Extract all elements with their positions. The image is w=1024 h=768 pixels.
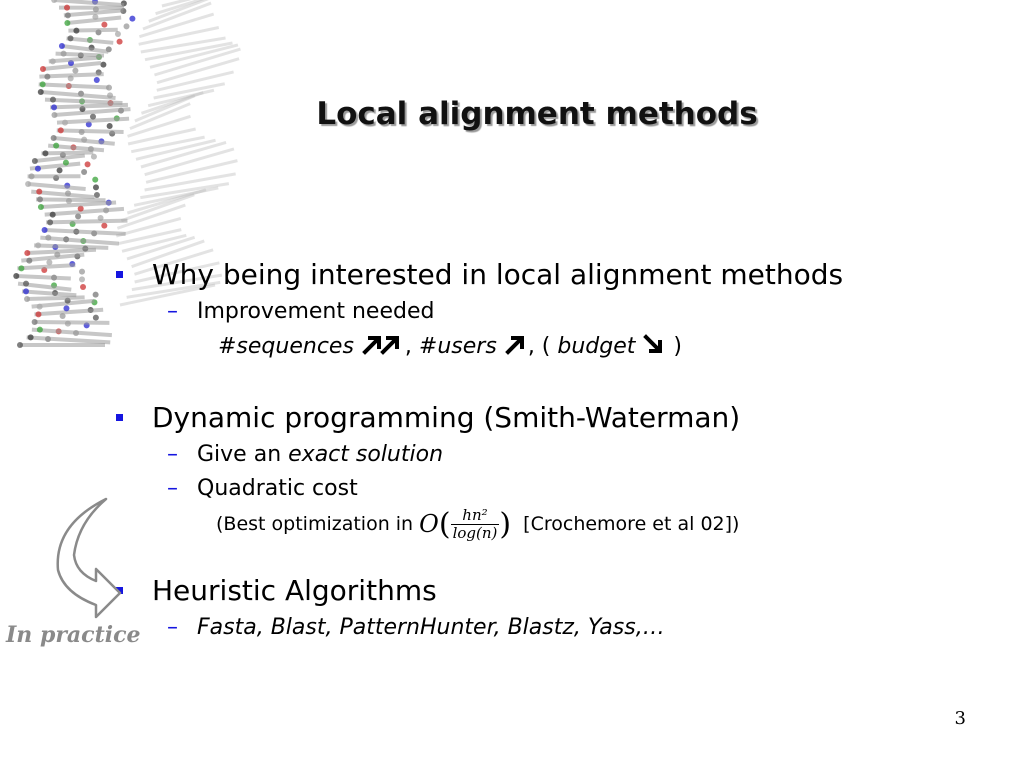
up-arrow-icon (504, 333, 528, 355)
sub-bullet-text: Fasta, Blast, PatternHunter, Blastz, Yass,… (197, 615, 665, 640)
down-arrow-icon (642, 333, 666, 355)
bullet-marker (116, 271, 123, 278)
math-paren: ) (499, 506, 512, 542)
citation-text: [Crochemore et al 02]) (523, 513, 740, 535)
sub-bullet-text: Improvement needed (197, 299, 435, 324)
users-label: #users (418, 334, 497, 359)
close-paren: ) (673, 334, 682, 359)
sequences-label: #sequences (218, 334, 354, 359)
bullet-marker (116, 414, 123, 421)
dash-marker: – (167, 476, 178, 501)
sub-bullet (167, 299, 434, 324)
curved-arrow-icon (48, 495, 158, 625)
detail-line (218, 333, 682, 359)
detail-text: (Best optimization in (216, 513, 414, 535)
sub-bullet-prefix: Give an (197, 442, 282, 467)
callout-label: In practice (6, 622, 141, 648)
bullet-text: Dynamic programming (Smith-Waterman) (152, 401, 741, 434)
double-up-arrow-icon (361, 333, 405, 355)
fraction-denominator: log(n) (452, 523, 498, 542)
sub-bullet (167, 442, 443, 467)
sub-bullet (167, 476, 358, 501)
open-paren: , ( (527, 334, 551, 359)
big-o-symbol: O (419, 510, 439, 538)
dash-marker: – (167, 442, 178, 467)
bullet-text: Heuristic Algorithms (152, 574, 437, 607)
budget-label: budget (557, 334, 636, 359)
dash-marker: – (167, 615, 178, 640)
sub-bullet-text: Quadratic cost (197, 476, 358, 501)
sub-bullet-emphasis: exact solution (288, 442, 444, 467)
comma: , (404, 334, 412, 359)
math-paren: ( (438, 506, 451, 542)
dash-marker: – (167, 299, 178, 324)
sub-bullet (167, 615, 665, 640)
fraction-numerator: hn² (451, 507, 500, 525)
bullet-text: Why being interested in local alignment methods (152, 258, 844, 291)
detail-line (216, 501, 739, 547)
slide-title: Local alignment methods (316, 96, 758, 132)
dna-helix-image (0, 0, 260, 350)
page-number: 3 (954, 708, 966, 729)
complexity-fraction (451, 507, 500, 542)
